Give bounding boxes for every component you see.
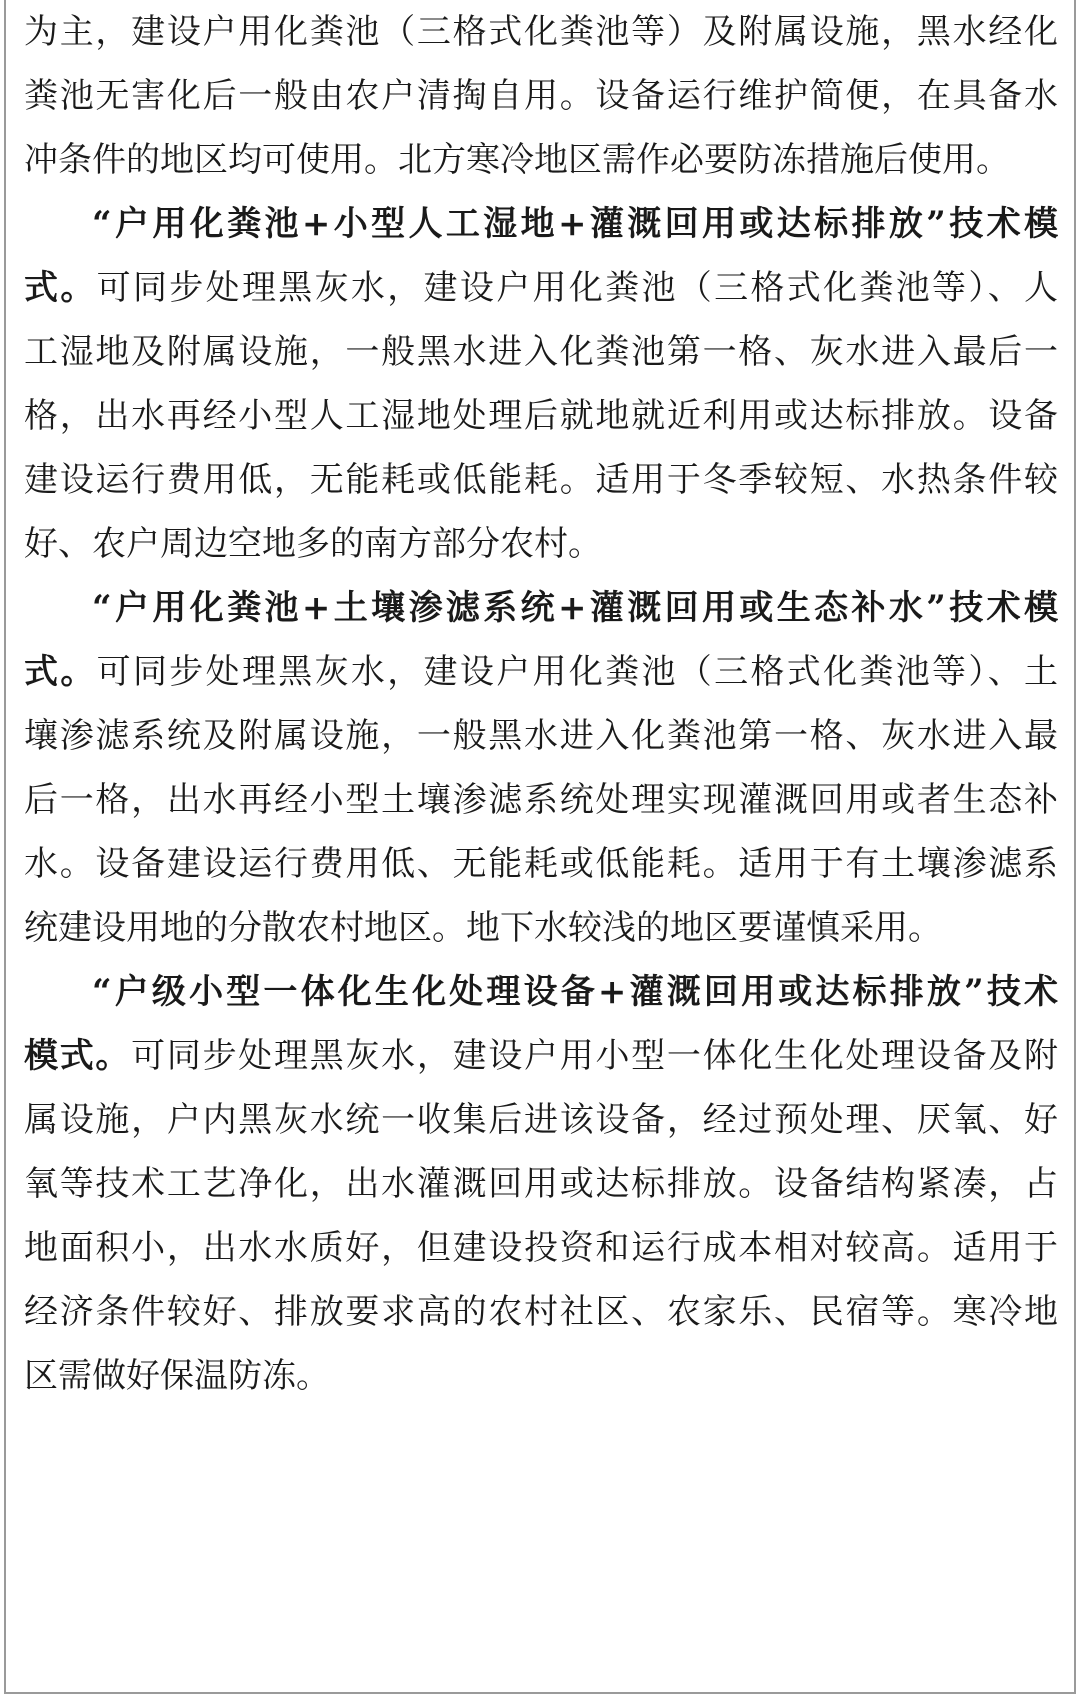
text-line: 好、农户周边空地多的南方部分农村。 <box>24 524 602 564</box>
text-line: 工湿地及附属设施，一般黑水进入化粪池第一格、灰水进入最后一 <box>24 332 1058 372</box>
text-line: 属设施，户内黑灰水统一收集后进该设备，经过预处理、厌氧、好 <box>24 1100 1058 1140</box>
text-line: 式。可同步处理黑灰水，建设户用化粪池（三格式化粪池等）、人 <box>24 268 1058 308</box>
text-line: 粪池无害化后一般由农户清掏自用。设备运行维护简便，在具备水 <box>24 76 1058 116</box>
text-line: 地面积小，出水水质好，但建设投资和运行成本相对较高。适用于 <box>24 1228 1058 1268</box>
text-line: 格，出水再经小型人工湿地处理后就地就近利用或达标排放。设备 <box>24 396 1058 436</box>
text-line: 式。可同步处理黑灰水，建设户用化粪池（三格式化粪池等）、土 <box>24 652 1058 692</box>
text-line: 氧等技术工艺净化，出水灌溉回用或达标排放。设备结构紧凑，占 <box>24 1164 1058 1204</box>
text-line: 统建设用地的分散农村地区。地下水较浅的地区要谨慎采用。 <box>24 908 942 948</box>
document-page <box>4 0 1076 1694</box>
text-line: 冲条件的地区均可使用。北方寒冷地区需作必要防冻措施后使用。 <box>24 140 1010 180</box>
text-line: 经济条件较好、排放要求高的农村社区、农家乐、民宿等。寒冷地 <box>24 1292 1058 1332</box>
text-line: 壤渗滤系统及附属设施，一般黑水进入化粪池第一格、灰水进入最 <box>24 716 1058 756</box>
text-line: 模式。可同步处理黑灰水，建设户用小型一体化生化处理设备及附 <box>24 1036 1058 1076</box>
section-heading: “户用化粪池+小型人工湿地+灌溉回用或达标排放”技术模 <box>92 204 1058 244</box>
section-heading: “户用化粪池+土壤渗滤系统+灌溉回用或生态补水”技术模 <box>92 588 1058 628</box>
document-body <box>24 0 1058 1408</box>
text-line: 区需做好保温防冻。 <box>24 1356 330 1396</box>
text-line: 为主，建设户用化粪池（三格式化粪池等）及附属设施，黑水经化 <box>24 12 1058 52</box>
text-line: 水。设备建设运行费用低、无能耗或低能耗。适用于有土壤渗滤系 <box>24 844 1058 884</box>
section-heading: “户级小型一体化生化处理设备+灌溉回用或达标排放”技术 <box>92 972 1058 1012</box>
text-line: 后一格，出水再经小型土壤渗滤系统处理实现灌溉回用或者生态补 <box>24 780 1058 820</box>
text-line: 建设运行费用低，无能耗或低能耗。适用于冬季较短、水热条件较 <box>24 460 1058 500</box>
